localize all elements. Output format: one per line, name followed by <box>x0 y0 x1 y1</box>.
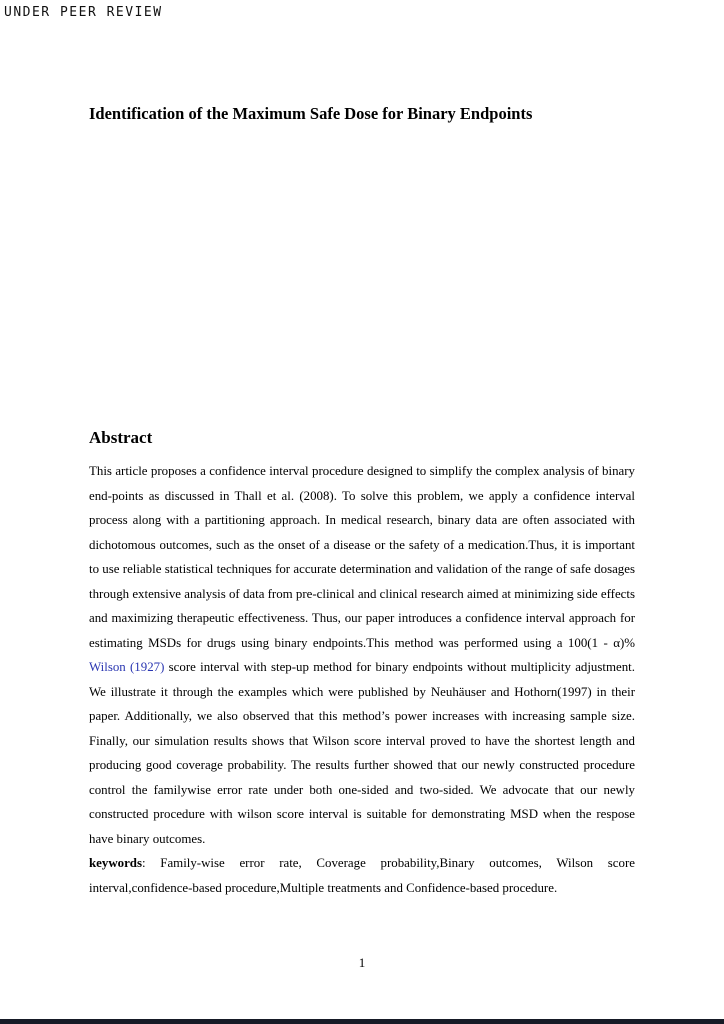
page-number: 1 <box>358 955 366 970</box>
citation-link-wilson[interactable]: Wilson <box>89 660 126 674</box>
page-bottom-edge <box>0 1019 724 1024</box>
paper-title: Identification of the Maximum Safe Dose for Binary Endpoints <box>89 104 533 124</box>
abstract-paragraph <box>89 459 635 851</box>
citation-link-year[interactable]: (1927) <box>130 660 165 674</box>
abstract-body <box>89 459 635 900</box>
abstract-heading: Abstract <box>89 428 153 448</box>
keywords-line <box>89 851 635 900</box>
keywords-label: keywords <box>89 856 142 870</box>
keywords-text: : Family-wise error rate, Coverage probability,Binary outcomes, Wilson score interval,confidence-based procedure,Multiple treatments and Confidence-based procedure. <box>89 856 635 895</box>
abstract-text-post: score interval with step-up method for binary endpoints without multiplicity adjustment. We illustrate it through the examples which were published by Neuhäuser and Hothorn(1997) in their paper. Additionally, we also observed that this method’s power increases with increasing sample size. Finally, our simulation results shows that Wilson score interval proved to have the shortest length and producing good coverage probability. The results further showed that our newly constructed procedure control the familywise error rate under both one-sided and two-sided. We advocate that our newly constructed procedure with wilson score interval is suitable for demonstrating MSD when the respose have binary outcomes. <box>89 660 635 846</box>
abstract-text-pre: This article proposes a confidence interval procedure designed to simplify the complex analysis of binary end-points as discussed in Thall et al. (2008). To solve this problem, we apply a confidence interval process along with a partitioning approach. In medical research, binary data are often associated with dichotomous outcomes, such as the onset of a disease or the safety of a medication.Thus, it is important to use reliable statistical techniques for accurate determination and validation of the range of safe dosages through extensive analysis of data from pre-clinical and clinical research aimed at minimizing side effects and maximizing therapeutic effectiveness. Thus, our paper introduces a confidence interval approach for estimating MSDs for drugs using binary endpoints.This method was performed using a 100(1 - α)% <box>89 464 635 650</box>
peer-review-banner: UNDER PEER REVIEW <box>4 5 163 20</box>
